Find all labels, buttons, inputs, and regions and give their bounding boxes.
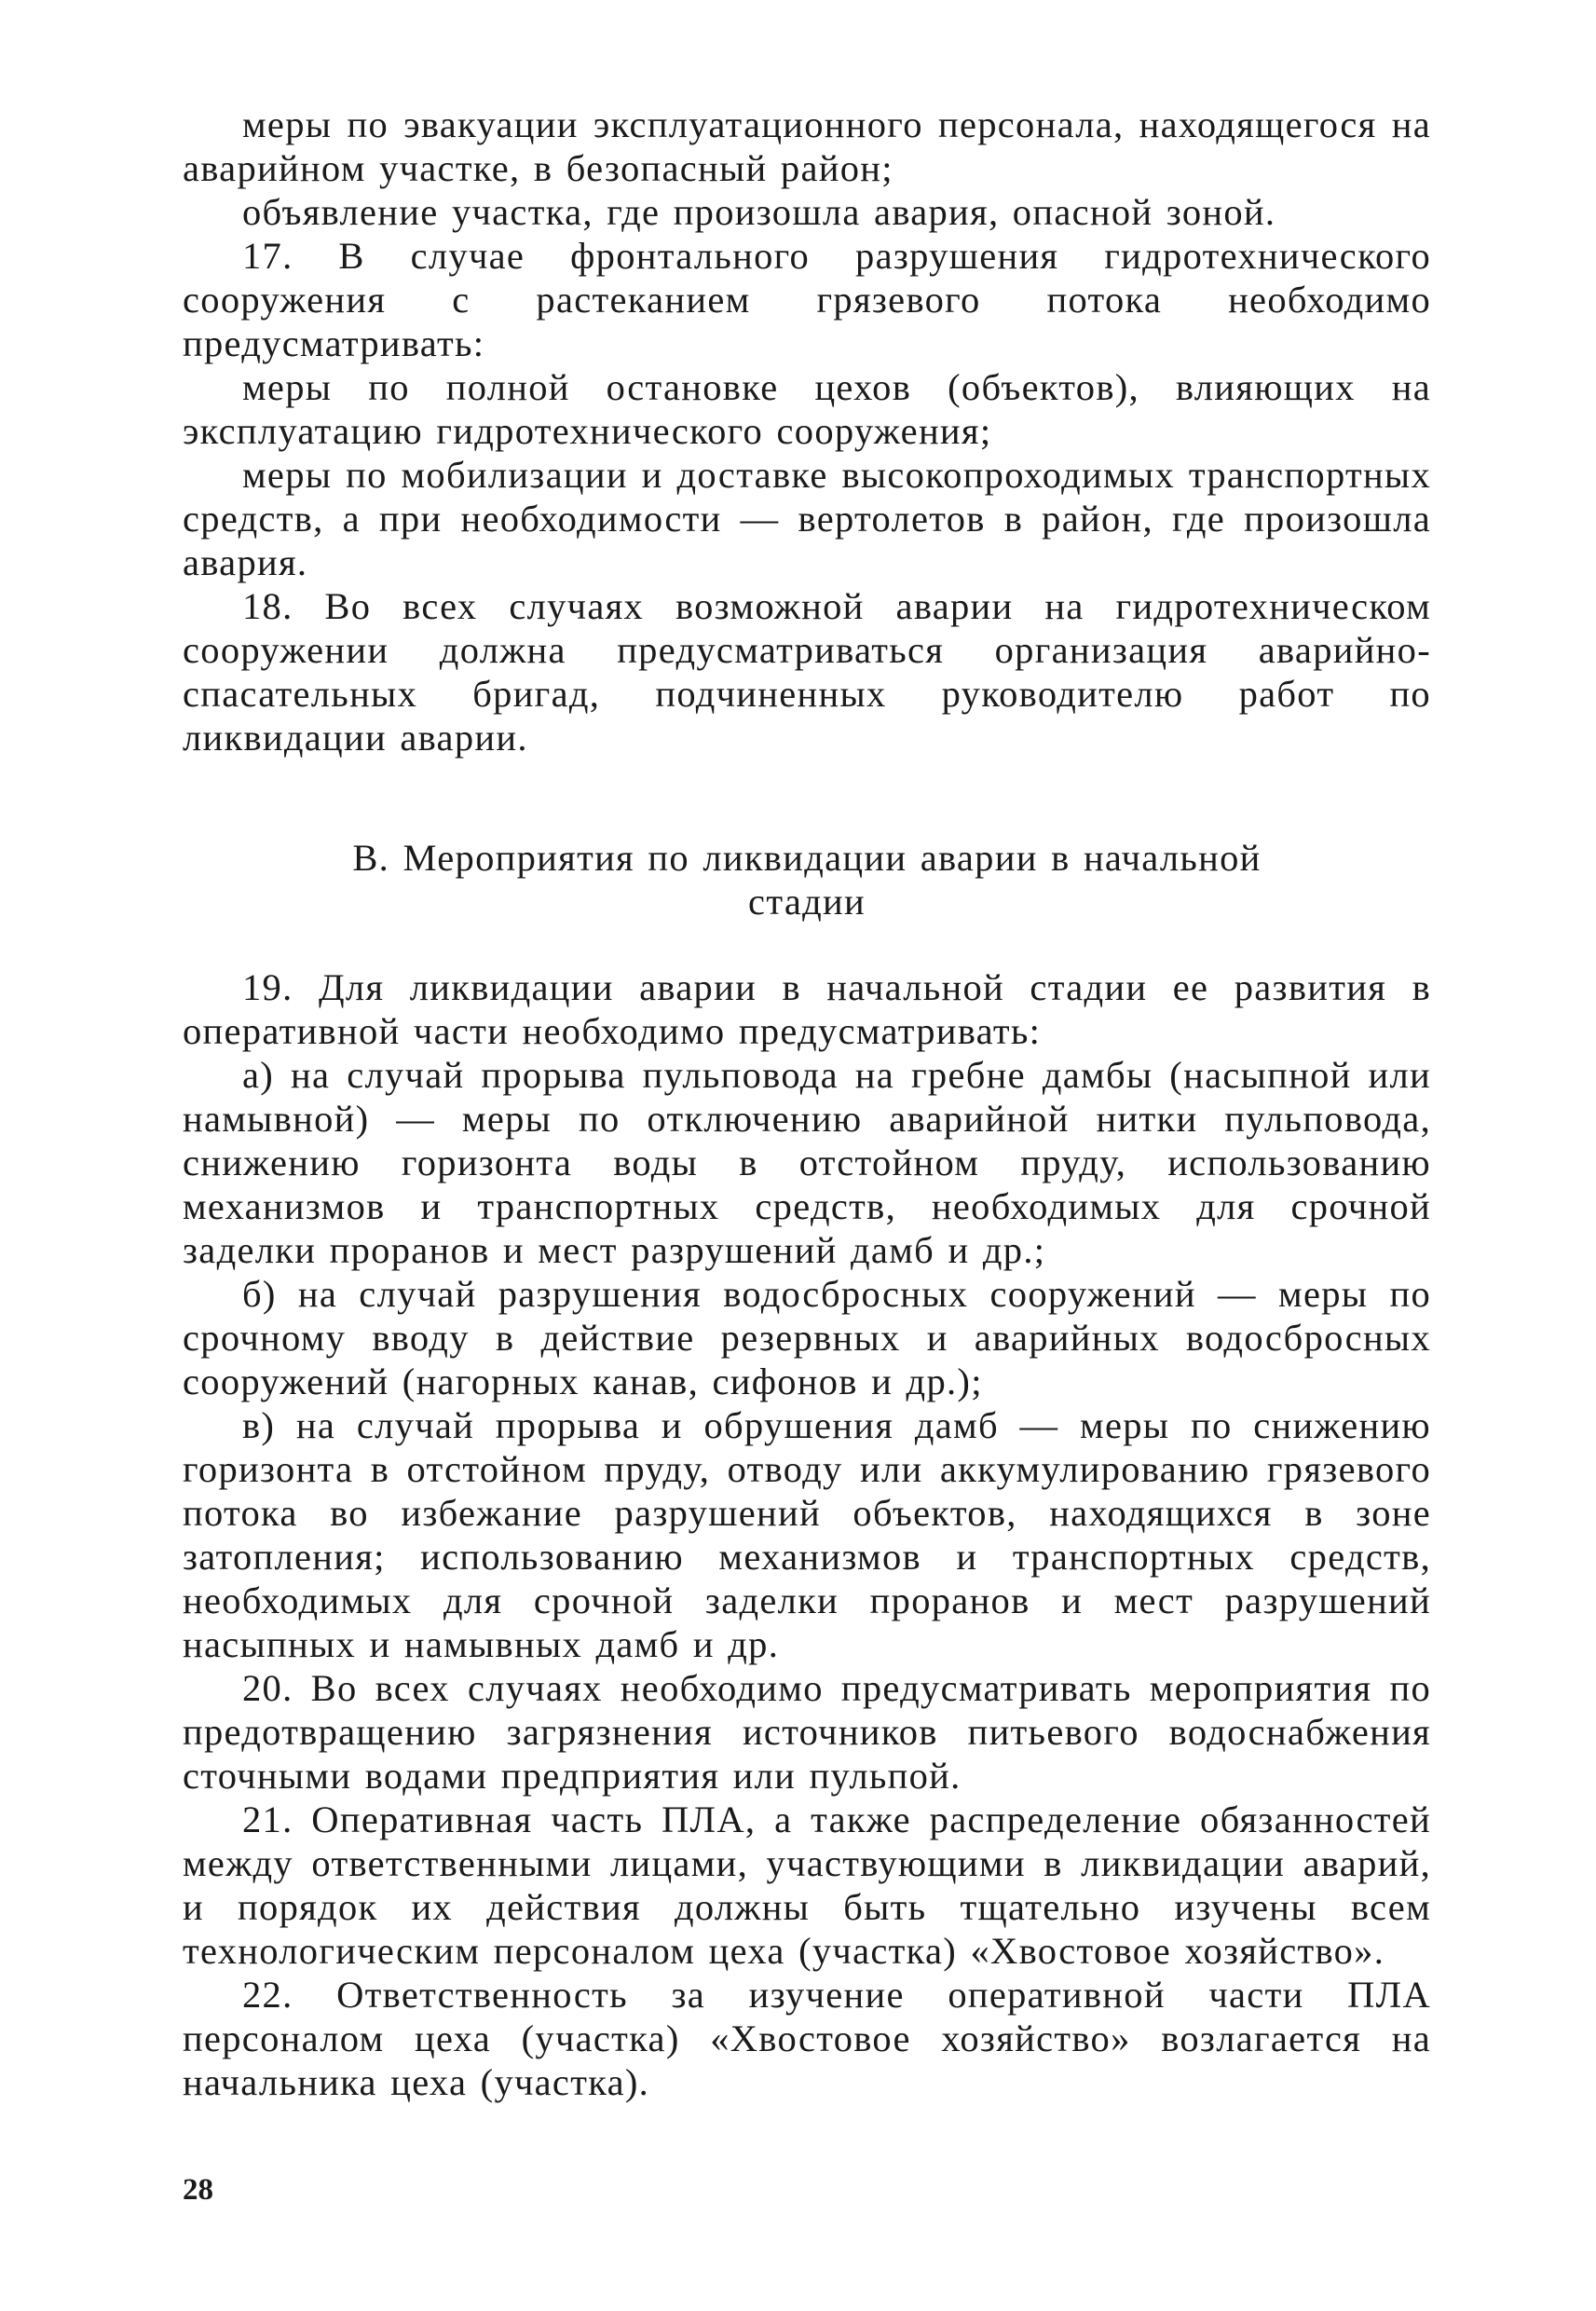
bottom-paragraphs: [183, 965, 1431, 2104]
paragraph-item-19: 19. Для ликвидации аварии в начальной стадии ее развития в оперативной части необходимо предусматривать:: [183, 966, 1431, 1052]
paragraph-item-19a: а) на случай прорыва пульповода на гребне дамбы (насыпной или намывной) — меры по отключению аварийной нитки пульповода, снижению горизонта воды в отстойном пруду, использованию механизмов и транспортных средств, необходимых для срочной заделки проранов и мест разрушений дамб и др.;: [183, 1054, 1431, 1271]
paragraph-item-19c: в) на случай прорыва и обрушения дамб — меры по снижению горизонта в отстойном пруду, отводу или аккумулированию грязевого потока во избежание разрушений объектов, находящихся в зоне затопления; использованию механизмов и транспортных средств, необходимых для срочной заделки проранов и мест разрушений насыпных и намывных дамб и др.: [183, 1404, 1431, 1665]
paragraph-item-18: 18. Во всех случаях возможной аварии на гидротехническом сооружении должна предусматриваться организация аварийно-спасательных бригад, подчиненных руководителю работ по ликвидации аварии.: [183, 585, 1431, 759]
page-body: [183, 103, 1431, 2104]
paragraph-shop-shutdown: меры по полной остановке цехов (объектов), влияющих на эксплуатацию гидротехнического сооружения;: [183, 366, 1431, 452]
paragraph-item-22: 22. Ответственность за изучение оперативной части ПЛА персоналом цеха (участка) «Хвостовое хозяйство» возлагается на начальника цеха (участка).: [183, 1974, 1431, 2103]
paragraph-item-17: 17. В случае фронтального разрушения гидротехнического сооружения с растеканием грязевого потока необходимо предусматривать:: [183, 235, 1431, 364]
page-number: 28: [183, 2173, 213, 2207]
section-heading-line-1: В. Мероприятия по ликвидации аварии в начальной: [352, 837, 1262, 879]
paragraph-danger-zone: объявление участка, где произошла авария, опасной зоной.: [242, 191, 1276, 233]
top-paragraphs: [183, 103, 1431, 759]
paragraph-item-20: 20. Во всех случаях необходимо предусматривать мероприятия по предотвращению загрязнения источников питьевого водоснабжения сточными водами предприятия или пульпой.: [183, 1667, 1431, 1797]
paragraph-item-21: 21. Оперативная часть ПЛА, а также распределение обязанностей между ответственными лицами, участвующими в ликвидации аварий, и порядок их действия должны быть тщательно изучены всем технологическим персоналом цеха (участка) «Хвостовое хозяйство».: [183, 1798, 1431, 1972]
section-heading: [183, 836, 1431, 923]
paragraph-item-19b: б) на случай разрушения водосбросных сооружений — меры по срочному вводу в действие резервных и аварийных водосбросных сооружений (нагорных канав, сифонов и др.);: [183, 1273, 1431, 1402]
paragraph-transport-mobilization: меры по мобилизации и доставке высокопроходимых транспортных средств, а при необходимости — вертолетов в район, где произошла авария.: [183, 454, 1431, 583]
paragraph-evacuation-measures: меры по эвакуации эксплуатационного персонала, находящегося на аварийном участке, в безопасный район;: [183, 103, 1431, 189]
section-heading-line-2: стадии: [748, 881, 866, 923]
